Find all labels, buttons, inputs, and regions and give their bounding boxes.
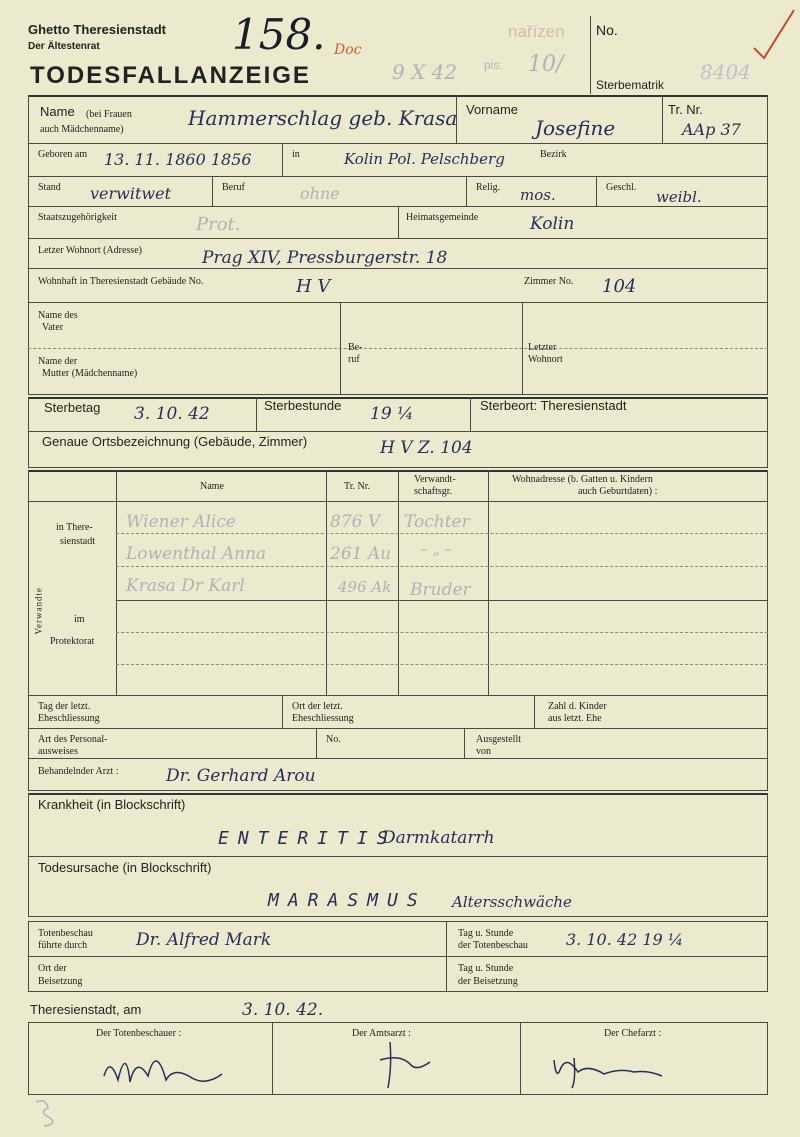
heimat-value: Kolin — [530, 214, 575, 234]
relative-2-rel: – „ – — [420, 540, 453, 558]
rel-side-label: Verwandte — [33, 587, 44, 635]
rel-header-trnr: Tr. Nr. — [344, 481, 371, 492]
totenbeschau-value: Dr. Alfred Mark — [136, 930, 272, 950]
kinder-label: Zahl d. Kinder — [548, 701, 607, 712]
ausgestellt-label-2: von — [476, 746, 491, 757]
sig3-label: Der Chefarzt : — [604, 1028, 662, 1039]
name-sublabel-2: auch Mädchenname) — [40, 124, 124, 135]
footer-date: 3. 10. 42. — [242, 1000, 324, 1020]
sig1-label: Der Totenbeschauer : — [96, 1028, 182, 1039]
signature-amtsarzt-icon — [370, 1036, 450, 1092]
marriage-tag-label: Tag der letzt. — [38, 701, 91, 712]
ursache-label: Todesursache (in Blockschrift) — [38, 860, 212, 875]
ortsbez-label: Genaue Ortsbezeichnung (Gebäude, Zimmer) — [42, 434, 308, 449]
relative-3-trnr: 496 Ak — [338, 578, 392, 596]
corner-mark-icon — [28, 1096, 68, 1132]
signature-totenbeschauer-icon — [96, 1036, 236, 1096]
rel-header-adresse-2: auch Geburtdaten) : — [578, 486, 658, 497]
in-value: Kolin Pol. Pelschberg — [344, 150, 505, 168]
parent-beruf-label-2: ruf — [348, 354, 360, 365]
marriage-ort-label-2: Eheschliessung — [292, 713, 354, 724]
beruf-label: Beruf — [222, 182, 245, 193]
relative-2-trnr: 261 Au — [330, 544, 392, 564]
ortsbez-value: H V Z. 104 — [380, 438, 473, 458]
address-value: Prag XIV, Pressburgerstr. 18 — [202, 248, 448, 268]
rel-im-label: im — [74, 614, 85, 625]
parent-wohnort-label-2: Wohnort — [528, 354, 563, 365]
no-label: No. — [596, 22, 618, 38]
geschl-label: Geschl. — [606, 182, 637, 193]
marriage-tag-label-2: Eheschliessung — [38, 713, 100, 724]
place-label: Theresienstadt, am — [30, 1002, 142, 1017]
name-value: Hammerschlag geb. Krasa — [188, 106, 458, 130]
vorname-label: Vorname — [466, 102, 519, 117]
beschau-tag-value: 3. 10. 42 19 ¼ — [566, 930, 684, 949]
krankheit-note: Darmkatarrh — [382, 828, 495, 848]
rel-in-label-2: sienstadt — [60, 536, 95, 547]
relative-3-rel: Bruder — [410, 580, 471, 600]
zimmer-value: 104 — [602, 276, 637, 297]
burial-ort-label-2: Beisetzung — [38, 976, 83, 987]
parent-wohnort-label: Letzter — [528, 342, 557, 353]
relative-3-name: Krasa Dr Karl — [126, 576, 245, 596]
burial-ort-label: Ort der — [38, 963, 67, 974]
ghetto-value: H V — [296, 276, 331, 297]
sterbetag-value: 3. 10. 42 — [134, 404, 210, 424]
beruf-value: ohne — [300, 184, 340, 203]
id-no-label: No. — [326, 734, 341, 745]
ghetto-label: Wohnhaft in Theresienstadt Gebäude No. — [38, 276, 204, 287]
org-name: Ghetto Theresienstadt — [28, 22, 166, 37]
id-art-label: Art des Personal- — [38, 734, 108, 745]
ursache-note: Altersschwäche — [452, 893, 572, 911]
marriage-ort-label: Ort der letzt. — [292, 701, 343, 712]
stand-value: verwitwet — [90, 184, 171, 203]
vorname-value: Josefine — [535, 116, 616, 140]
relig-label: Relig. — [476, 182, 501, 193]
totenbeschau-label: Totenbeschau — [38, 928, 93, 939]
in-label: in — [292, 149, 300, 160]
date-stamp: 9 X 42 — [392, 60, 458, 84]
relig-value: mos. — [520, 186, 556, 204]
stamp-word: nařízen — [508, 22, 565, 41]
sterbeort-label: Sterbeort: Theresienstadt — [480, 398, 627, 413]
sterbetag-label: Sterbetag — [44, 400, 101, 415]
krankheit-label: Krankheit (in Blockschrift) — [38, 797, 186, 812]
ursache-value: MARASMUS — [268, 890, 427, 911]
beschau-tag-label-2: der Totenbeschau — [458, 940, 528, 951]
rel-im-label-2: Protektorat — [50, 636, 95, 647]
doctor-label: Behandelnder Arzt : — [38, 766, 119, 777]
staats-value: Prot. — [196, 214, 241, 235]
rel-header-verwandt-2: schaftsgr. — [414, 486, 453, 497]
burial-tag-label-2: der Beisetzung — [458, 976, 518, 987]
name-sublabel: (bei Frauen — [86, 109, 132, 120]
mutter-label-2: Mutter (Mädchenname) — [42, 368, 138, 379]
geboren-value: 13. 11. 1860 1856 — [104, 150, 252, 169]
sig2-label: Der Amtsarzt : — [352, 1028, 411, 1039]
mutter-label: Name der — [38, 356, 78, 367]
vater-label: Name des — [38, 310, 78, 321]
geboren-label: Geboren am — [38, 149, 88, 160]
beschau-tag-label: Tag u. Stunde — [458, 928, 514, 939]
form-number: 158. — [232, 10, 326, 59]
stand-label: Stand — [38, 182, 61, 193]
krankheit-value: ENTERITIS — [218, 828, 397, 849]
trnr-value: AAp 37 — [682, 120, 741, 139]
totenbeschau-label-2: führte durch — [38, 940, 88, 951]
check-mark-icon — [748, 6, 798, 66]
rel-in-label: in There- — [56, 522, 93, 533]
rel-header-verwandt: Verwandt- — [414, 474, 456, 485]
geschl-value: weibl. — [656, 188, 702, 206]
bezirk-label: Bezirk — [540, 149, 567, 160]
ausgestellt-label: Ausgestellt — [476, 734, 521, 745]
stamp-handwritten: 10/ — [528, 52, 564, 77]
relative-1-name: Wiener Alice — [126, 512, 236, 532]
trnr-label: Tr. Nr. — [668, 102, 703, 117]
relative-1-rel: Tochter — [404, 512, 470, 532]
sterbestunde-value: 19 ¼ — [370, 404, 414, 424]
vater-label-2: Vater — [42, 322, 64, 333]
heimat-label: Heimatsgemeinde — [406, 212, 479, 223]
id-art-label-2: ausweises — [38, 746, 78, 757]
doc-note: Doc — [334, 42, 362, 58]
sterbematrik-value: 8404 — [700, 60, 751, 84]
relative-1-trnr: 876 V — [330, 512, 381, 532]
burial-tag-label: Tag u. Stunde — [458, 963, 514, 974]
form-title: TODESFALLANZEIGE — [30, 62, 311, 89]
sterbematrik-label: Sterbematrik — [596, 78, 665, 92]
doctor-value: Dr. Gerhard Arou — [166, 766, 316, 786]
address-label: Letzer Wohnort (Adresse) — [38, 245, 142, 256]
rel-header-name: Name — [200, 481, 224, 492]
zimmer-label: Zimmer No. — [524, 276, 574, 287]
sterbestunde-label: Sterbestunde — [264, 398, 342, 413]
signature-chefarzt-icon — [544, 1040, 684, 1090]
stamp-pis: pis: — [484, 58, 503, 72]
kinder-label-2: aus letzt. Ehe — [548, 713, 602, 724]
staats-label: Staatszugehörigkeit — [38, 212, 117, 223]
name-label: Name — [40, 104, 75, 119]
org-subname: Der Ältestenrat — [28, 41, 100, 52]
relative-2-name: Lowenthal Anna — [126, 544, 267, 564]
rel-header-adresse: Wohnadresse (b. Gatten u. Kindern — [512, 474, 653, 485]
parent-beruf-label: Be- — [348, 342, 363, 353]
